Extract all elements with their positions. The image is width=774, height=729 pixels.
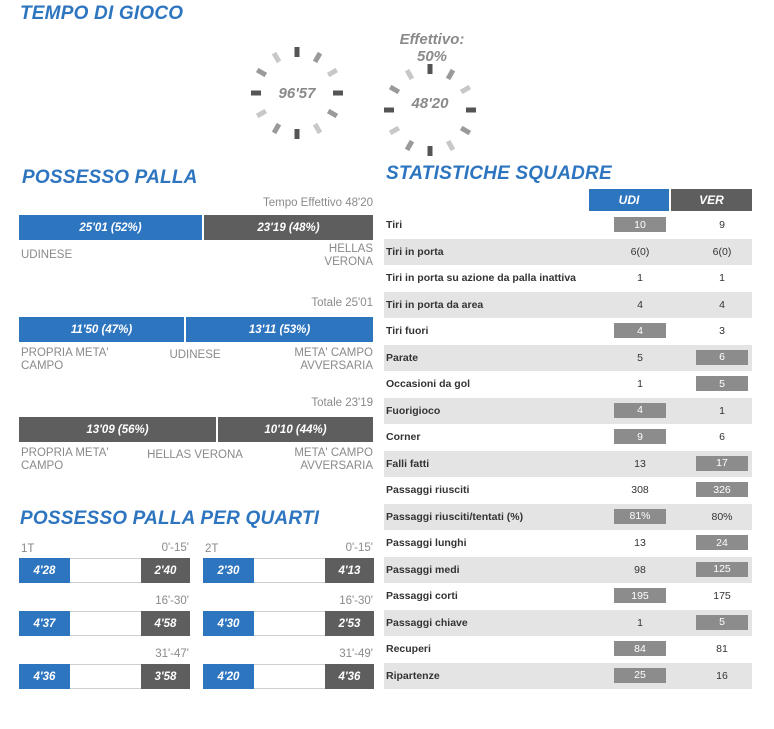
quarter-period-label: 31'-47' [155, 648, 189, 660]
stat-label: Passaggi chiave [386, 616, 468, 629]
effective-label: Effettivo: [399, 31, 465, 48]
udinese-own-half-bar: 11'50 (47%) [19, 317, 184, 342]
effective-pct: 50% [416, 48, 448, 65]
clock-tick [448, 141, 453, 150]
stat-label: Recuperi [386, 643, 431, 655]
quarter-udinese-bar: 4'20 [203, 664, 254, 689]
stat-row [384, 318, 752, 344]
stat-value-ver: 80% [711, 510, 733, 523]
team-away-header: VER [671, 189, 752, 211]
stat-value-udi: 5 [637, 351, 643, 364]
clock-tick [257, 70, 266, 75]
stat-label: Tiri fuori [386, 325, 429, 337]
stats-title: STATISTICHE SQUADRE [386, 163, 612, 184]
stat-value-ver: 9 [719, 219, 725, 231]
quarter-udinese-bar: 4'28 [19, 558, 70, 583]
stat-value-udi: 84 [614, 641, 666, 656]
quarter-udinese-bar: 4'30 [203, 611, 254, 636]
stat-value-udi: 1 [637, 616, 643, 629]
stat-label: Tiri in porta da area [386, 298, 484, 311]
stat-value-udi: 13 [634, 457, 646, 470]
stat-value-udi: 25 [614, 668, 666, 683]
stat-label: Occasioni da gol [386, 378, 471, 390]
stat-value-ver: 81 [716, 643, 728, 655]
verona-left-label: PROPRIA META' CAMPO [21, 447, 109, 472]
stat-value-ver: 125 [696, 562, 748, 577]
clock-tick [274, 124, 279, 133]
clock-tick [274, 53, 279, 62]
clock-tick [315, 124, 320, 133]
stat-label: Fuorigioco [386, 404, 441, 417]
quarter-verona-bar: 4'13 [325, 558, 374, 583]
quarter-verona-bar: 4'36 [325, 664, 374, 689]
quarter-period-label: 31'-49' [339, 648, 373, 660]
quarter-verona-bar: 4'58 [141, 611, 190, 636]
stat-value-ver: 326 [696, 482, 748, 497]
effective-time-value: 48'20 [411, 95, 449, 112]
quarti-title: POSSESSO PALLA PER QUARTI [20, 508, 320, 529]
team-home-header: UDI [589, 189, 669, 211]
stat-label: Tiri in porta [386, 245, 444, 258]
clock-tick [407, 141, 412, 150]
stat-value-ver: 4 [719, 298, 725, 311]
first-half-label: 1T [21, 543, 35, 555]
stat-label: Corner [386, 431, 421, 443]
stat-row [384, 451, 752, 477]
udinese-center-label: UDINESE [169, 349, 221, 361]
stat-value-ver: 6 [696, 350, 748, 365]
stat-value-udi: 81% [614, 509, 666, 524]
quarter-udinese-bar: 4'37 [19, 611, 70, 636]
verona-right-label: META' CAMPO AVVERSARIA [294, 447, 373, 472]
stat-value-ver: 6(0) [712, 245, 732, 258]
stat-row [384, 292, 752, 318]
stat-value-ver: 17 [696, 456, 748, 471]
clock-tick [461, 128, 470, 133]
stat-value-ver: 5 [696, 376, 748, 391]
udinese-opp-half-bar: 13'11 (53%) [186, 317, 373, 342]
stat-label: Passaggi lunghi [386, 537, 467, 549]
tempo-title: TEMPO DI GIOCO [20, 3, 184, 24]
stat-value-ver: 5 [696, 615, 748, 630]
stat-row [384, 371, 752, 397]
stat-value-udi: 195 [614, 588, 666, 603]
verona-opp-half-bar: 10'10 (44%) [218, 417, 373, 442]
stat-row [384, 557, 752, 583]
overall-right-team: HELLAS VERONA [324, 243, 373, 268]
stat-row [384, 663, 752, 689]
stat-label: Passaggi medi [386, 563, 460, 576]
stat-value-ver: 6 [719, 431, 725, 443]
quarter-udinese-bar: 4'36 [19, 664, 70, 689]
quarter-verona-bar: 2'40 [141, 558, 190, 583]
clock-tick [407, 70, 412, 79]
stat-value-ver: 16 [716, 669, 728, 682]
stat-value-ver: 1 [719, 272, 725, 284]
udinese-left-label: PROPRIA META' CAMPO [21, 347, 109, 372]
clock-tick [315, 53, 320, 62]
stat-value-udi: 4 [614, 323, 666, 338]
stat-value-ver: 1 [719, 404, 725, 417]
stat-row [384, 265, 752, 291]
stat-value-ver: 3 [719, 325, 725, 337]
stat-value-udi: 4 [614, 403, 666, 418]
verona-caption: Totale 23'19 [311, 397, 373, 409]
stat-value-udi: 9 [614, 429, 666, 444]
stat-value-udi: 10 [614, 217, 666, 232]
stat-row [384, 530, 752, 556]
verona-center-label: HELLAS VERONA [147, 449, 243, 461]
overall-verona-bar: 23'19 (48%) [204, 215, 373, 240]
second-half-label: 2T [205, 543, 219, 555]
clock-tick [448, 70, 453, 79]
stat-row [384, 424, 752, 450]
stat-label: Passaggi riusciti [386, 484, 470, 496]
stat-value-udi: 98 [634, 563, 646, 576]
clock-tick [390, 87, 399, 92]
stat-label: Parate [386, 351, 419, 364]
quarter-period-label: 16'-30' [155, 595, 189, 607]
clock-tick [257, 111, 266, 116]
clock-tick [461, 87, 470, 92]
stat-label: Falli fatti [386, 457, 430, 470]
quarter-period-label: 0'-15' [345, 542, 373, 554]
total-time-value: 96'57 [278, 85, 316, 102]
possesso-title: POSSESSO PALLA [22, 167, 198, 188]
stat-row [384, 398, 752, 424]
overall-left-team: UDINESE [21, 249, 73, 261]
stat-label: Tiri in porta su azione da palla inattiva [386, 272, 577, 284]
stat-row [384, 212, 752, 238]
stat-value-udi: 4 [637, 298, 643, 311]
verona-own-half-bar: 13'09 (56%) [19, 417, 216, 442]
stat-value-ver: 175 [713, 590, 731, 602]
quarter-udinese-bar: 2'30 [203, 558, 254, 583]
stat-row [384, 583, 752, 609]
stat-row [384, 636, 752, 662]
stat-row [384, 610, 752, 636]
quarter-period-label: 0'-15' [161, 542, 189, 554]
stat-value-udi: 13 [634, 537, 646, 549]
udinese-caption: Totale 25'01 [311, 297, 373, 309]
stat-label: Passaggi corti [386, 590, 458, 602]
stat-value-udi: 1 [637, 272, 643, 284]
stat-row [384, 345, 752, 371]
overall-caption: Tempo Effettivo 48'20 [262, 197, 373, 209]
stat-value-udi: 1 [637, 378, 643, 390]
clock-tick [390, 128, 399, 133]
quarter-verona-bar: 2'53 [325, 611, 374, 636]
overall-udinese-bar: 25'01 (52%) [19, 215, 202, 240]
quarter-verona-bar: 3'58 [141, 664, 190, 689]
clock-tick [328, 111, 337, 116]
stat-row [384, 239, 752, 265]
stat-value-udi: 308 [631, 484, 649, 496]
stat-value-ver: 24 [696, 535, 748, 550]
udinese-right-label: META' CAMPO AVVERSARIA [294, 347, 373, 372]
quarter-period-label: 16'-30' [339, 595, 373, 607]
stat-row [384, 504, 752, 530]
stat-label: Tiri [386, 219, 403, 231]
clock-tick [328, 70, 337, 75]
stat-value-udi: 6(0) [630, 245, 650, 258]
stat-row [384, 477, 752, 503]
stat-label: Ripartenze [386, 669, 440, 682]
stat-label: Passaggi riusciti/tentati (%) [386, 510, 524, 523]
